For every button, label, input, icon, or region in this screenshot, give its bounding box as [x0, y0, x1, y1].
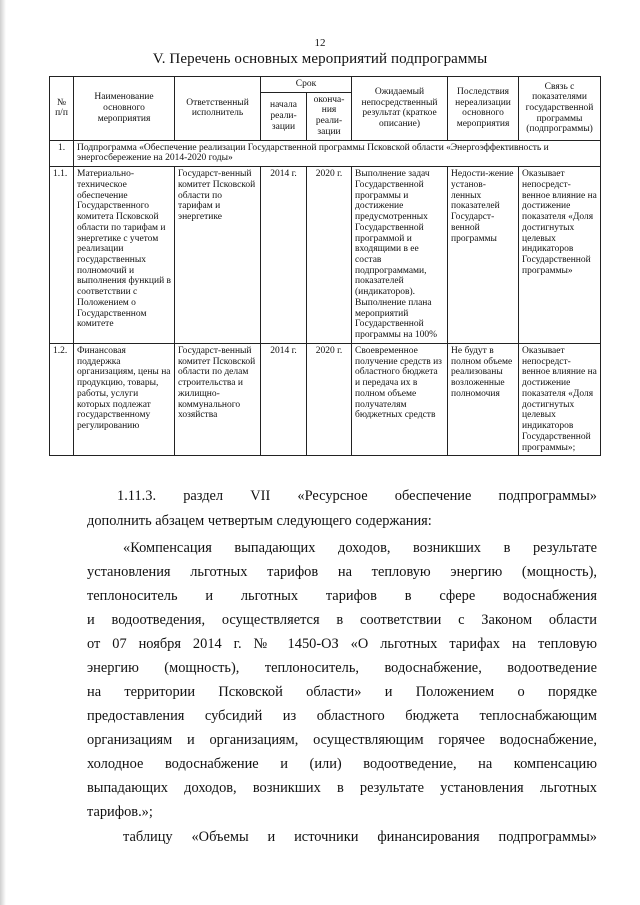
quote-line: энергию (мощность), теплоноситель, водоснабжение, водоотведение [87, 660, 597, 676]
quote-line: теплоноситель и льготных тарифов в сфере водоснабжения [87, 588, 597, 604]
header-term-start: начала реали-зации [261, 92, 307, 140]
subprogram-title: Подпрограмма «Обеспечение реализации Государственной программы Псковской области «Энергоэффективность и энергосбережение на 2014-2020 годы» [74, 140, 601, 166]
header-num: № п/п [50, 77, 74, 141]
item-line: 1.11.3. раздел VII «Ресурсное обеспечение подпрограммы» [117, 488, 597, 504]
table-row [50, 167, 601, 344]
row-result: Выполнение задач Государственной программы и достижение предусмотренных Государственной программой и входящими в ее состав подпрограммами, показателей (индикаторов). Выполнение плана мероприятий Государственной программы на 100% [352, 167, 448, 344]
quote-line: холодное водоснабжение и (или) водоотведение, на компенсацию [87, 756, 597, 772]
scan-edge [0, 0, 6, 905]
subprogram-num: 1. [50, 140, 74, 166]
header-executor: Ответственный исполнитель [175, 77, 261, 141]
measures-table [49, 76, 601, 456]
quote-line: организациям и организациям, осуществляющим горячее водоснабжение, [87, 732, 597, 748]
row-num: 1.2. [50, 343, 74, 455]
quote-line: «Компенсация выпадающих доходов, возникших в результате [123, 540, 597, 556]
page-number: 12 [314, 37, 326, 49]
row-executor: Государст-венный комитет Псковской области по делам строительства и жилищно-коммунального хозяйства [175, 343, 261, 455]
row-start: 2014 г. [261, 343, 307, 455]
row-start: 2014 г. [261, 167, 307, 344]
table-header-row [50, 77, 601, 93]
section-heading: V. Перечень основных мероприятий подпрограммы [152, 51, 488, 67]
row-end: 2020 г. [307, 167, 352, 344]
row-num: 1.1. [50, 167, 74, 344]
row-link: Оказывает непосредст-венное влияние на достижение показателя «Доля достигнутых целевых индикаторов Государственной программы» [519, 167, 601, 344]
row-executor: Государст-венный комитет Псковской области по тарифам и энергетике [175, 167, 261, 344]
last-line: таблицу «Объемы и источники финансирования подпрограммы» [123, 829, 597, 845]
header-term: Срок [261, 77, 352, 93]
subprogram-row [50, 140, 601, 166]
quote-line: и водоотведения, осуществляется в соответствии с Законом области [87, 612, 597, 628]
quote-line: от 07 ноября 2014 г. № 1450-ОЗ «О льготных тарифах на тепловую [87, 636, 597, 652]
item-line-continuation: дополнить абзацем четвертым следующего содержания: [87, 513, 432, 529]
row-name: Финансовая поддержка организациям, цены на продукцию, товары, работы, услуги которых подлежат государственному регулированию [74, 343, 175, 455]
header-consequences: Последствия нереализации основного мероприятия [448, 77, 519, 141]
row-link: Оказывает непосредст-венное влияние на достижение показателя «Доля достигнутых целевых индикаторов Государственной программы»; [519, 343, 601, 455]
quote-line: предоставления субсидий из областного бюджета теплоснабжающим [87, 708, 597, 724]
row-name: Материально-техническое обеспечение Государственного комитета Псковской области по тарифам и энергетике с учетом реализации государственных полномочий и выполнения функций в соответствии с Положением о Государственном комитете [74, 167, 175, 344]
header-link: Связь с показателями государственной программы (подпрограммы) [519, 77, 601, 141]
table-row [50, 343, 601, 455]
row-end: 2020 г. [307, 343, 352, 455]
quote-line: выпадающих доходов, возникших в результате установления льготных [87, 780, 597, 796]
row-result: Своевременное получение средств из областного бюджета и передача их в полном объеме получателям бюджетных средств [352, 343, 448, 455]
quote-line: на территории Псковской области» и Положением о порядке [87, 684, 597, 700]
header-name: Наименование основного мероприятия [74, 77, 175, 141]
quote-line: установления льготных тарифов на тепловую энергию (мощность), [87, 564, 597, 580]
row-consequences: Недости-жение установ-ленных показателей Государст-венной программы [448, 167, 519, 344]
quote-line: тарифов.»; [87, 804, 153, 820]
header-result: Ожидаемый непосредственный результат (краткое описание) [352, 77, 448, 141]
row-consequences: Не будут в полном объеме реализованы возложенные полномочия [448, 343, 519, 455]
header-term-end: оконча-ния реали-зации [307, 92, 352, 140]
